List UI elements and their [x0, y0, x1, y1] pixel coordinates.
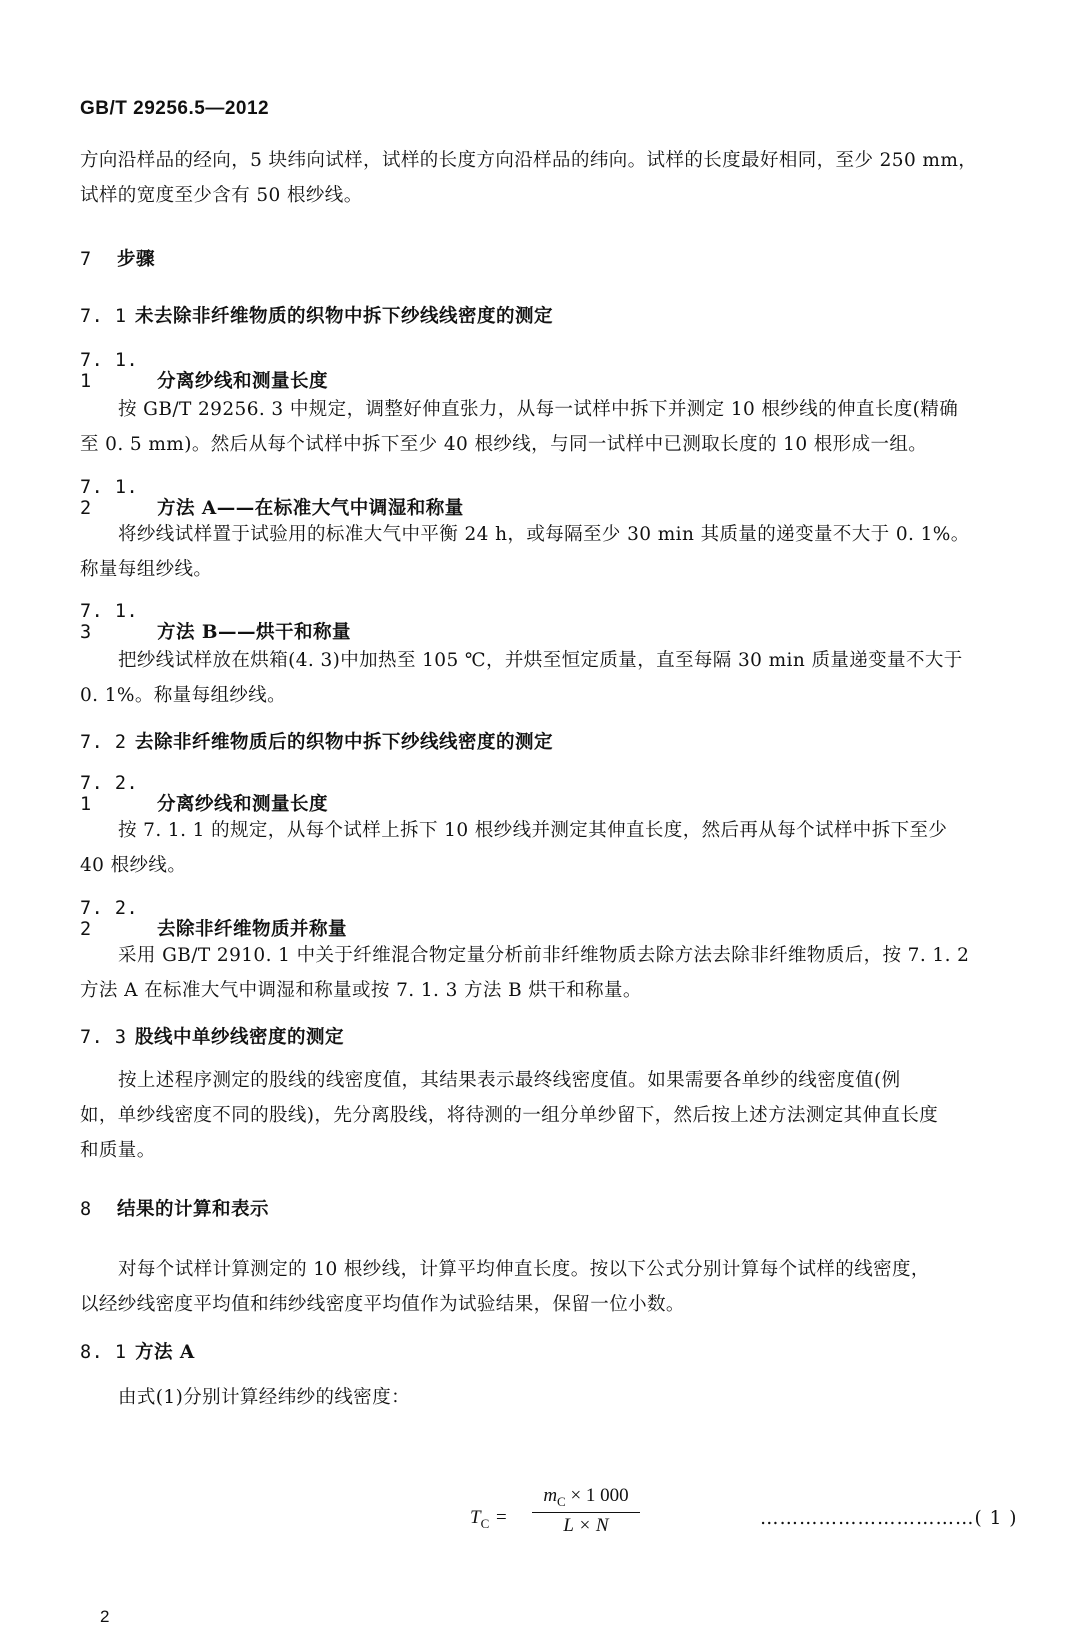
formula-equals: =	[496, 1507, 507, 1528]
formula-numerator-rest: × 1 000	[570, 1485, 629, 1506]
text-line: 方向沿样品的经向，5 块纬向试样，试样的长度方向沿样品的纬向。试样的长度最好相同，至少 250 mm，	[80, 150, 978, 171]
formula-subscript: C	[557, 1493, 566, 1509]
fraction-bar	[532, 1512, 640, 1513]
text-line: 按 GB/T 29256. 3 中规定，调整好伸直张力，从每一试样中拆下并测定 10 根纱线的伸直长度(精确	[118, 399, 959, 420]
standard-header: GB/T 29256.5—2012	[80, 98, 270, 119]
paragraph-8-1: 由式(1)分别计算经纬纱的线密度：	[118, 1387, 411, 1408]
paragraph-7-1-2	[80, 517, 1010, 587]
formula-lhs	[470, 1507, 507, 1532]
formula-fraction	[532, 1485, 640, 1537]
section-heading-7-1-2	[80, 477, 464, 520]
text-line: 按 7. 1. 1 的规定，从每个试样上拆下 10 根纱线并测定其伸直长度，然后再从每个试样中拆下至少	[118, 820, 948, 841]
paragraph-7-2-2	[80, 938, 1010, 1008]
formula-variable-t: T	[470, 1507, 481, 1528]
section-title: 方法 B——烘干和称量	[156, 622, 352, 643]
text-line: 对每个试样计算测定的 10 根纱线，计算平均伸直长度。按以下公式分别计算每个试样的线密度，	[118, 1259, 930, 1280]
section-number: 7. 1. 3	[80, 601, 139, 643]
section-number: 7. 3	[80, 1027, 127, 1048]
section-heading-7-1-1	[80, 350, 328, 393]
section-title: 步骤	[116, 249, 155, 270]
text-line: 把纱线试样放在烘箱(4. 3)中加热至 105 ℃，并烘至恒定质量，直至每隔 30 min 质量递变量不大于	[118, 650, 963, 671]
formula-denominator: L × N	[563, 1514, 609, 1536]
paragraph-8	[80, 1252, 1010, 1322]
page-number: 2	[100, 1607, 110, 1626]
paragraph-7-2-1	[80, 813, 1010, 883]
text-line: 采用 GB/T 2910. 1 中关于纤维混合物定量分析前非纤维物质去除方法去除非纤维物质后，按 7. 1. 2	[118, 945, 970, 966]
text-line: 以经纱线密度平均值和纬纱线密度平均值作为试验结果，保留一位小数。	[80, 1294, 685, 1315]
section-number: 7. 2	[80, 732, 127, 753]
section-heading-7-1-3	[80, 601, 351, 644]
section-heading-7-2-1	[80, 773, 328, 816]
section-title: 结果的计算和表示	[116, 1199, 269, 1220]
section-title: 分离纱线和测量长度	[156, 371, 328, 392]
text-line: 称量每组纱线。	[80, 559, 213, 580]
section-title: 方法 A	[134, 1342, 195, 1363]
section-title: 方法 A——在标准大气中调湿和称量	[156, 498, 464, 519]
section-title: 去除非纤维物质并称量	[156, 919, 347, 940]
text-line: 方法 A 在标准大气中调湿和称量或按 7. 1. 3 方法 B 烘干和称量。	[80, 980, 642, 1001]
section-heading-7	[80, 245, 155, 271]
section-heading-7-2	[80, 728, 553, 754]
paragraph-7-1-1	[80, 392, 1010, 462]
text-line: 按上述程序测定的股线的线密度值，其结果表示最终线密度值。如果需要各单纱的线密度值(例	[118, 1070, 901, 1091]
section-number: 7. 1. 1	[80, 350, 139, 392]
section-number: 7. 2. 1	[80, 773, 139, 815]
section-number: 7	[80, 249, 92, 270]
section-heading-7-3	[80, 1023, 344, 1049]
section-heading-7-2-2	[80, 898, 347, 941]
formula-numerator	[532, 1485, 640, 1510]
section-heading-8-1	[80, 1338, 195, 1364]
text-line: 将纱线试样置于试验用的标准大气中平衡 24 h，或每隔至少 30 min 其质量的递变量不大于 0. 1%。	[118, 524, 970, 545]
text-line: 40 根纱线。	[80, 855, 187, 876]
paragraph-7-3	[80, 1063, 1010, 1168]
section-title: 股线中单纱线密度的测定	[134, 1027, 344, 1048]
section-title: 分离纱线和测量长度	[156, 794, 328, 815]
section-number: 8	[80, 1199, 92, 1220]
formula-subscript: C	[480, 1515, 490, 1531]
formula-variable-m: m	[543, 1485, 558, 1506]
section-heading-8	[80, 1195, 269, 1221]
section-title: 未去除非纤维物质的织物中拆下纱线线密度的测定	[134, 306, 553, 327]
section-title: 去除非纤维物质后的织物中拆下纱线线密度的测定	[134, 732, 553, 753]
equation-reference: ……………………………( 1 )	[760, 1508, 1018, 1529]
section-heading-7-1	[80, 302, 553, 328]
text-line: 试样的宽度至少含有 50 根纱线。	[80, 185, 363, 206]
text-line: 至 0. 5 mm)。然后从每个试样中拆下至少 40 根纱线，与同一试样中已测取长度的 10 根形成一组。	[80, 434, 928, 455]
text-line: 0. 1%。称量每组纱线。	[80, 685, 287, 706]
section-number: 7. 1. 2	[80, 477, 139, 519]
section-number: 8. 1	[80, 1342, 127, 1363]
paragraph-7-1-3	[80, 643, 1010, 713]
section-number: 7. 1	[80, 306, 127, 327]
text-line: 如，单纱线密度不同的股线)，先分离股线，将待测的一组分单纱留下，然后按上述方法测定其伸直长度	[80, 1105, 939, 1126]
section-number: 7. 2. 2	[80, 898, 139, 940]
text-line: 和质量。	[80, 1140, 156, 1161]
intro-paragraph	[80, 143, 1010, 213]
